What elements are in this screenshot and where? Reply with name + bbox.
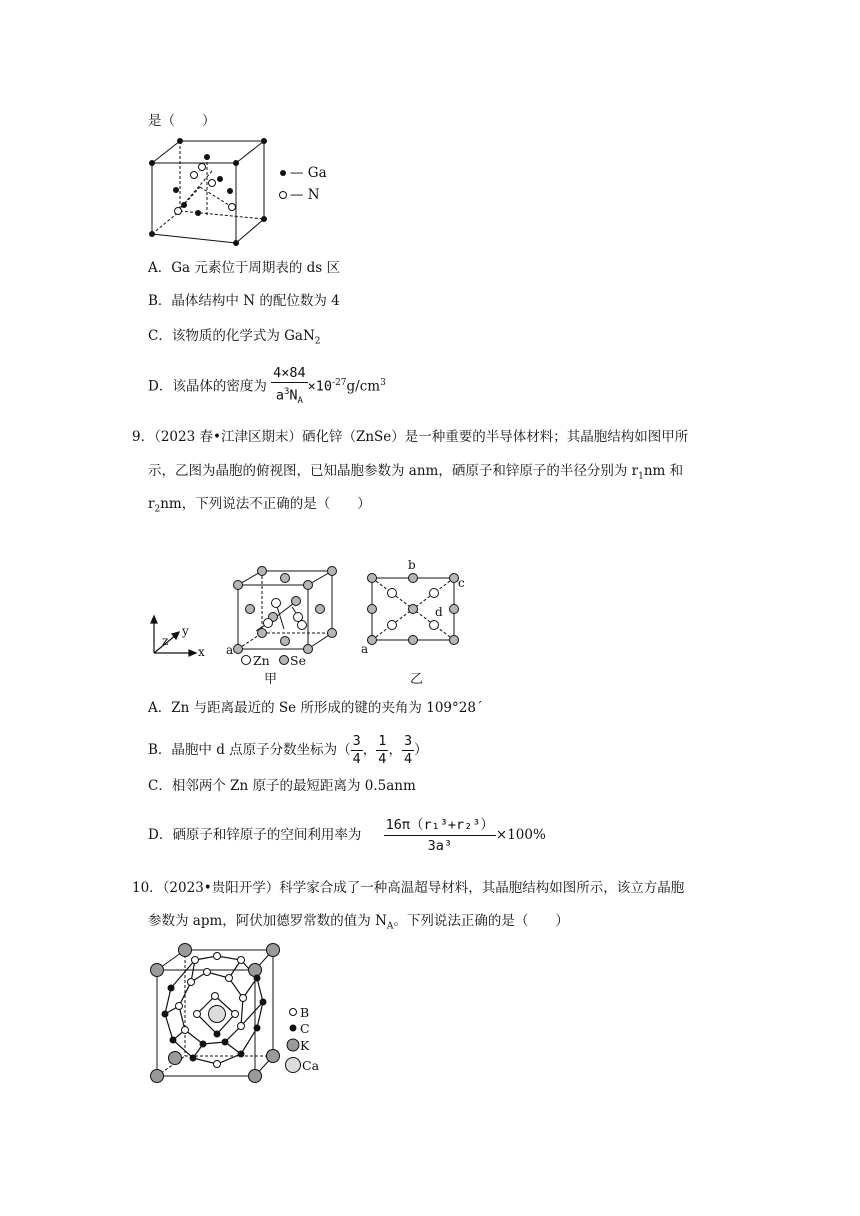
q8-legend-n-label: — N: [290, 187, 320, 203]
q9-stem-line-3: $r_2nm$，下列说法不正确的是（ ）: [148, 496, 371, 515]
q10-legend-b-label: B: [300, 1005, 310, 1020]
q8-option-a: A．Ga 元素位于周期表的 ds 区: [148, 260, 341, 276]
q9-option-a: A．Zn 与距离最近的 Se 所形成的键的夹角为 109°28´: [148, 700, 483, 716]
q10-legend-ca-label: Ca: [302, 1058, 320, 1073]
q9-caption-jia: 甲: [264, 672, 278, 687]
q9-top-view-d-label: d: [435, 605, 443, 619]
q8-legend-ga-label: — Ga: [290, 165, 327, 181]
q9-legend-zn-label: Zn: [253, 653, 270, 668]
q9-top-view-b-label: b: [408, 558, 416, 572]
q9-top-view-a-label: a: [361, 642, 369, 656]
q8-option-b: B．晶体结构中 N 的配位数为 4: [148, 293, 340, 309]
q10-superconductor-unit-cell-figure: [145, 938, 325, 1088]
q9-option-d: D．硒原子和锌原子的空间利用率为 $\frac{\text{16π（r₁³+r₂³）}}{\text{3a³}}$ ×100%: [148, 817, 546, 854]
q9-option-b: B．晶胞中 d 点原子分数坐标为（ $\frac{3}{4}$ ， $\frac{1}{4}$ ， $\frac{3}{4}$ ）: [148, 733, 428, 767]
q8-option-c: C．该物质的化学式为 GaN$_2$: [148, 328, 321, 347]
q10-legend-c-label: C: [300, 1021, 310, 1036]
q8-density-fraction: $\frac{4\times 84}{a^3N_A}$: [273, 364, 306, 407]
q9-stem-line-1: 9．（2023 春•江津区期末）硒化锌（ZnSe）是一种重要的半导体材料；其晶胞结构如图甲所: [132, 429, 689, 445]
q9-axis-z-label: z: [162, 634, 169, 648]
q10-legend-k-label: K: [300, 1038, 310, 1053]
q9-jia-corner-a-label: a: [226, 643, 234, 657]
q9-top-view-figure: [364, 570, 464, 650]
q9-znse-unit-cell-figure: [148, 565, 348, 665]
q9-stem-line-2: 示，乙图为晶胞的俯视图，已知晶胞参数为 anm，硒原子和锌原子的半径分别为 $r_1nm$ 和: [148, 463, 684, 482]
q9-legend-se-label: Se: [290, 653, 306, 668]
q9-axis-y-label: y: [182, 624, 189, 638]
q10-stem-line-2: 参数为 apm，阿伏加德罗常数的值为 $N_A$。下列说法正确的是（ ）: [148, 913, 569, 932]
q9-axis-x-label: x: [198, 645, 205, 659]
q9-space-utilization-fraction: $\frac{\text{16π（r₁³+r₂³）}}{\text{3a³}}$: [385, 817, 494, 854]
q9-option-c: C．相邻两个 Zn 原子的最短距离为 0.5anm: [148, 778, 416, 794]
q9-top-view-c-label: c: [458, 576, 465, 590]
q8-stem-tail: 是（ ）: [148, 113, 216, 129]
q9-caption-yi: 乙: [410, 672, 424, 687]
q10-stem-line-1: 10．（2023•贵阳开学）科学家合成了一种高温超导材料，其晶胞结构如图所示，该立方晶胞: [132, 880, 685, 896]
q8-option-d: D．该晶体的密度为 $\frac{4\times 84}{a^3N_A}$ $\times 10^{-27}g/cm^3$: [148, 360, 386, 406]
